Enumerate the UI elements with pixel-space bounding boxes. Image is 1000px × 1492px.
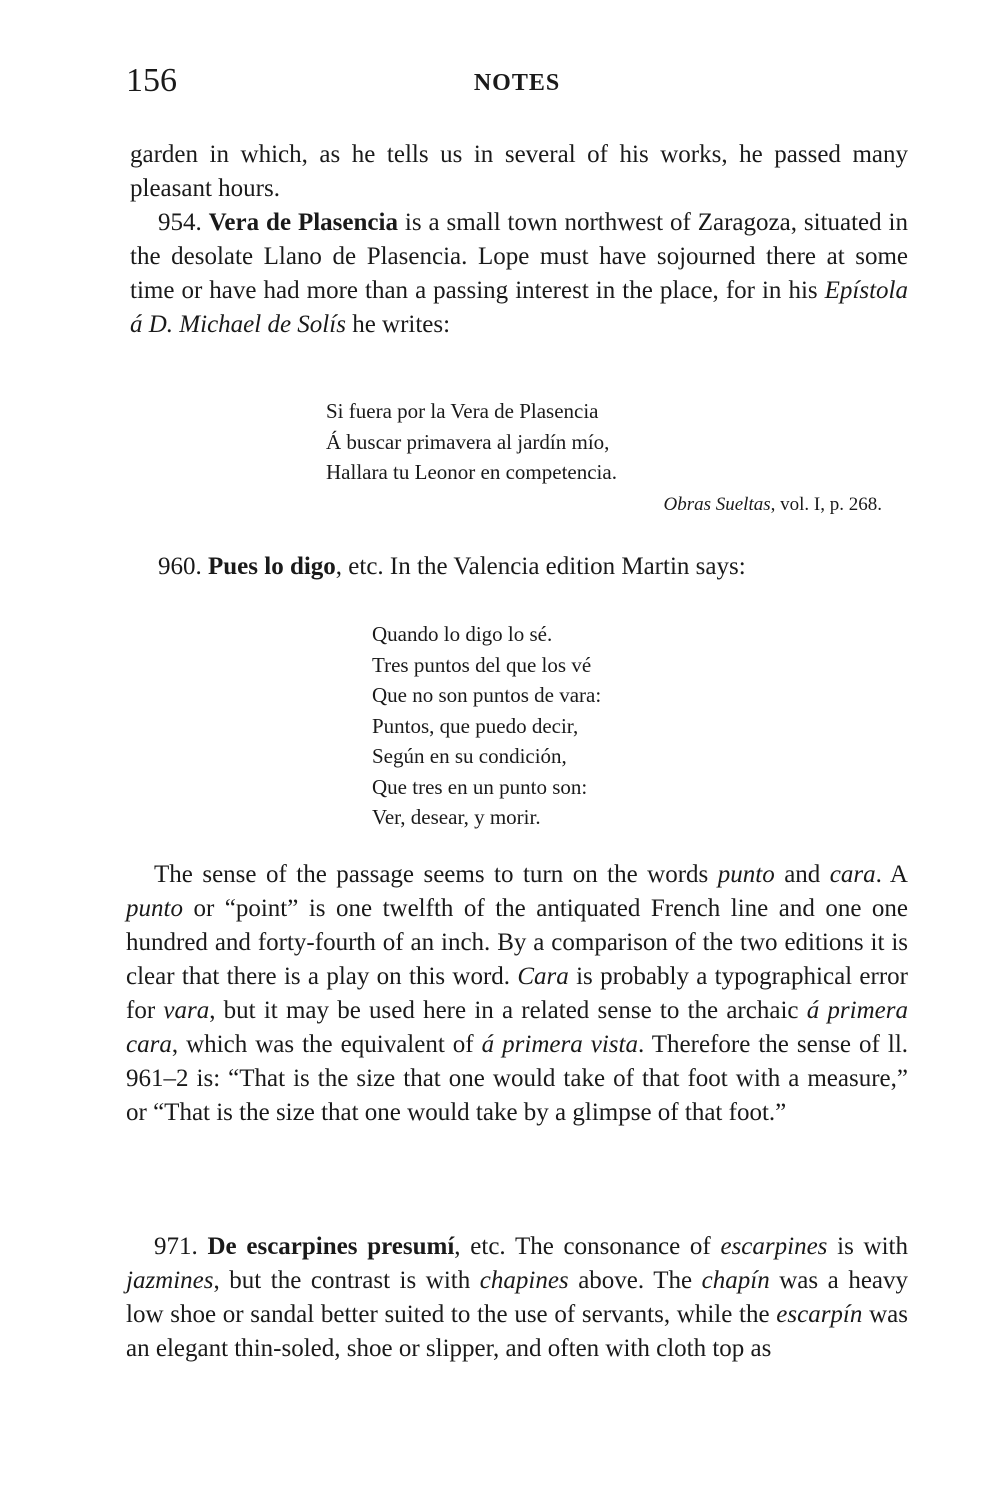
sense-paragraph <box>126 858 908 1130</box>
note-960 <box>130 550 908 584</box>
verse-line: Si fuera por la Vera de Plasencia <box>326 399 599 423</box>
note-text: he writes: <box>345 311 451 338</box>
note-headword: Vera de Plasencia <box>208 209 398 236</box>
emphasis-word: á primera vista <box>481 1031 638 1058</box>
note-number: 954. <box>158 209 202 236</box>
paragraph-text: , but it may be used here in a related sense to the archaic <box>209 997 807 1024</box>
paragraph-text: . A <box>875 861 908 888</box>
note-text: is with <box>827 1233 909 1260</box>
emphasis-word: cara <box>829 861 876 888</box>
paragraph-text: The sense of the passage seems to turn on the words <box>154 861 718 888</box>
emphasis-word: Cara <box>517 963 569 990</box>
note-headword: De escarpines presumí <box>207 1233 455 1260</box>
paragraph-text: . Therefore the sense of ll. 961–2 is: “That is the size that one would take of that foot with a measure,” or “That is the size that one would take by a glimpse of that foot.” <box>126 1031 909 1126</box>
paragraph-text: and <box>774 861 830 888</box>
note-text: , but the contrast is with <box>213 1267 480 1294</box>
paragraph-text: is probably a typographical error for <box>126 963 908 1024</box>
emphasis-word: escarpín <box>776 1301 863 1328</box>
note-text: , etc. The consonance of <box>454 1233 721 1260</box>
note-text: above. The <box>568 1267 702 1294</box>
note-text: was a heavy low shoe or sandal better suited to the use of servants, while the <box>126 1267 909 1328</box>
running-head: NOTES <box>473 70 561 96</box>
note-number: 971. <box>154 1233 198 1260</box>
emphasis-word: escarpines <box>720 1233 828 1260</box>
continuation-paragraph <box>130 138 908 206</box>
emphasis-word: punto <box>126 895 183 922</box>
emphasis-word: vara <box>163 997 210 1024</box>
note-number: 960. <box>158 553 202 580</box>
note-headword: Pues lo digo <box>208 553 336 580</box>
note-971 <box>126 1230 908 1366</box>
note-954 <box>130 206 908 342</box>
verse-quotation-1 <box>326 396 617 488</box>
verse-line: Puntos, que puedo decir, <box>372 713 579 738</box>
verse-line: Hallara tu Leonor en competencia. <box>326 460 617 484</box>
emphasis-word: punto <box>717 861 775 888</box>
page-header <box>126 62 908 106</box>
citation-ref: , vol. I, p. 268. <box>770 494 882 515</box>
work-title: Epístola á D. Michael de Solís <box>130 277 908 338</box>
verse-quotation-2 <box>372 619 601 833</box>
paragraph-text: garden in which, as he tells us in several of his works, he passed many pleasant hours. <box>130 141 908 202</box>
verse-line: Según en su condición, <box>372 744 567 768</box>
note-text: was an elegant thin-soled, shoe or slipper, and often with cloth top as <box>126 1301 908 1362</box>
emphasis-word: jazmines <box>126 1267 214 1294</box>
emphasis-word: chapines <box>479 1267 569 1294</box>
emphasis-word: á primera cara <box>126 997 908 1058</box>
verse-line: Quando lo digo lo sé. <box>372 622 553 646</box>
emphasis-word: chapín <box>701 1267 770 1294</box>
note-text: is a small town northwest of Zaragoza, situated in the desolate Llano de Plasencia. Lope must have sojourned there at some time or have had more than a passing interest in the place, for in his <box>130 209 908 304</box>
note-text: , etc. In the Valencia edition Martin says: <box>335 553 746 580</box>
page-number: 156 <box>126 62 177 99</box>
paragraph-text: , which was the equivalent of <box>171 1031 482 1058</box>
verse-line: Á buscar primavera al jardín mío, <box>326 429 610 454</box>
verse-citation <box>663 494 882 516</box>
verse-line: Tres puntos del que los vé <box>372 652 592 677</box>
verse-line: Que no son puntos de vara: <box>372 683 602 707</box>
paragraph-text: or “point” is one twelfth of the antiquated French line and one one hundred and forty-fourth of an inch. By a comparison of the two editions it is clear that there is a play on this word. <box>126 895 908 990</box>
verse-line: Ver, desear, y morir. <box>372 805 541 829</box>
citation-title: Obras Sueltas <box>663 494 771 515</box>
verse-line: Que tres en un punto son: <box>372 774 588 799</box>
